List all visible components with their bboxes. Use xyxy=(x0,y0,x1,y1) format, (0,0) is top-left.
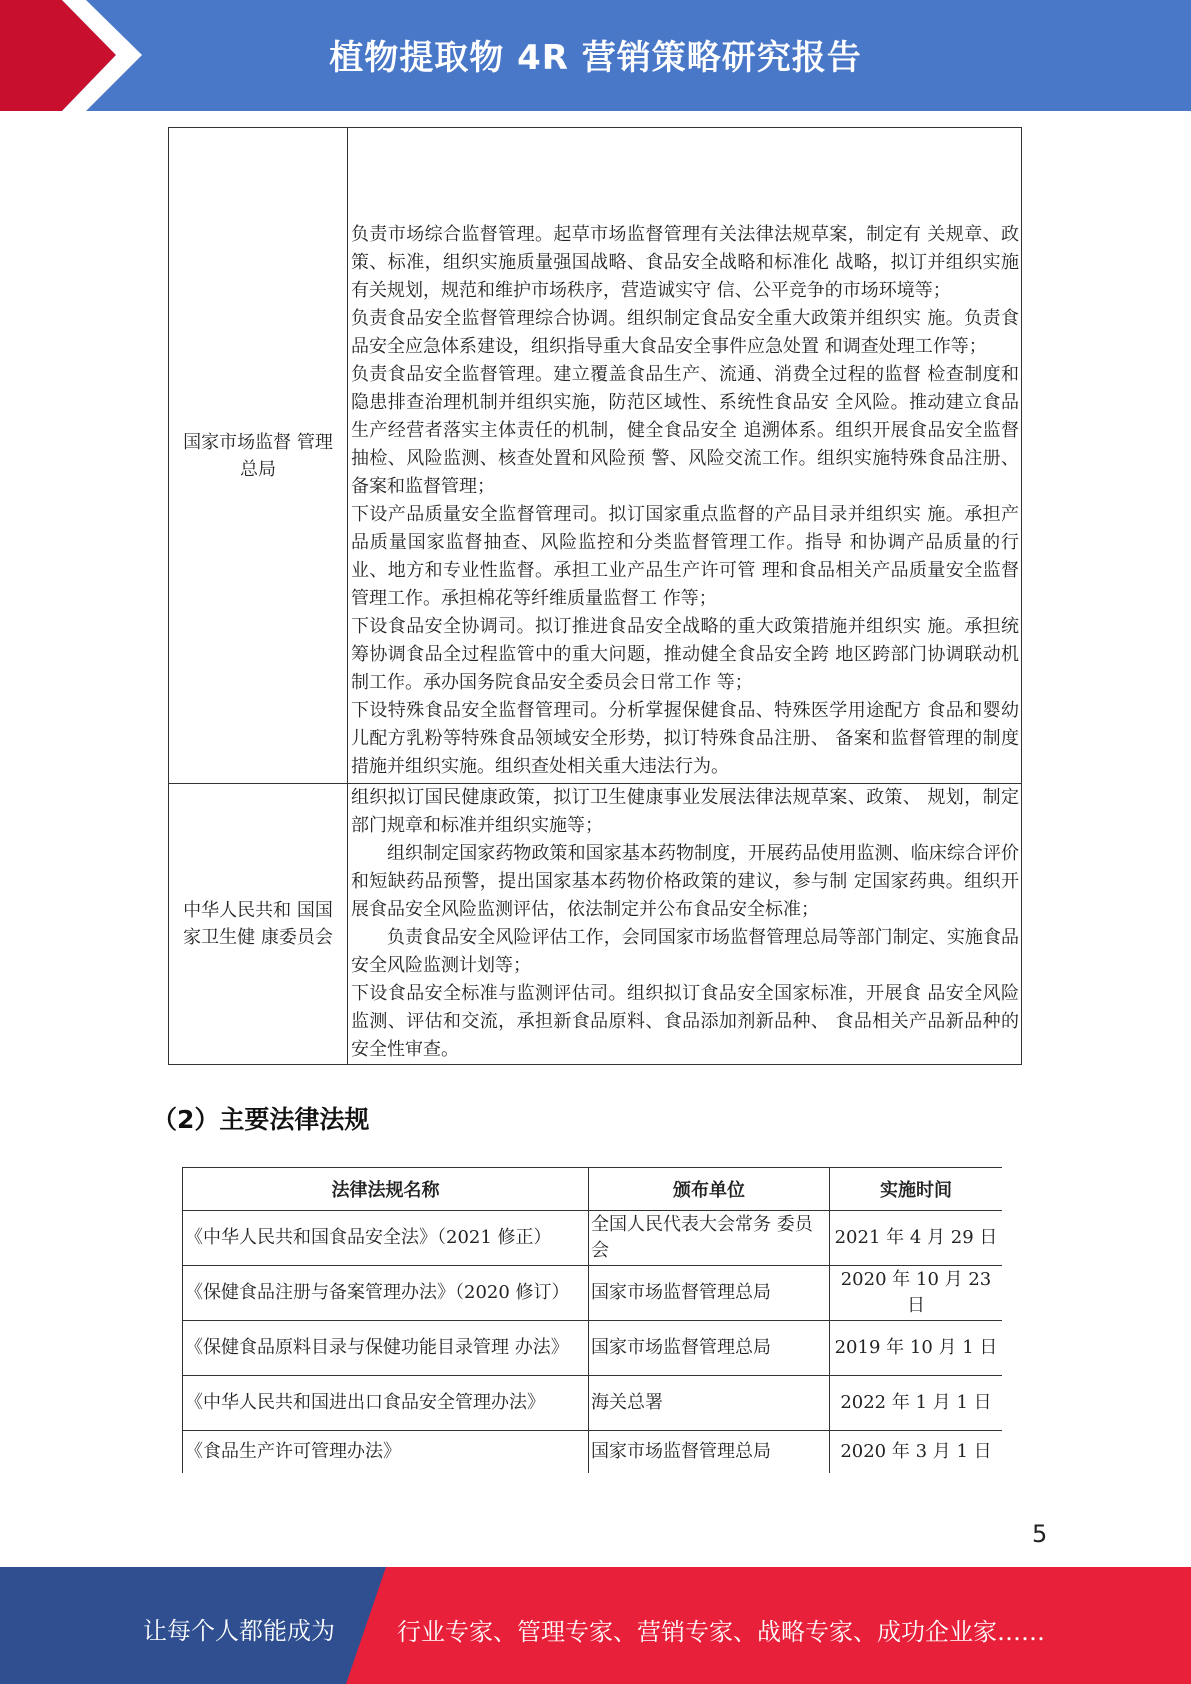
description-paragraph: 负责食品安全风险评估工作，会同国家市场监督管理总局等部门制定、实施食品安全风险监测计划等； xyxy=(351,927,1019,976)
description-paragraph: 下设特殊食品安全监督管理司。分析掌握保健食品、特殊医学用途配方 食品和婴幼儿配方乳粉等特殊食品领域安全形势，拟订特殊食品注册、 备案和监督管理的制度措施并组织实施。组织查处相关重大违法行为。 xyxy=(351,700,1019,777)
section-heading: （2）主要法律法规 xyxy=(152,1105,370,1134)
description-paragraph: 组织制定国家药物政策和国家基本药物制度，开展药品使用监测、临床综合评价和短缺药品预警，提出国家基本药物价格政策的建议，参与制 定国家药典。组织开展食品安全风险监测评估，依法制定并公布食品安全标准； xyxy=(351,843,1019,920)
law-date: 2019 年 10 月 1 日 xyxy=(830,1321,1003,1376)
law-name: 《保健食品原料目录与保健功能目录管理 办法》 xyxy=(183,1321,589,1376)
description-paragraph: 下设食品安全标准与监测评估司。组织拟订食品安全国家标准，开展食 品安全风险监测、评估和交流，承担新食品原料、食品添加剂新品种、 食品相关产品新品种的安全性审查。 xyxy=(351,983,1019,1060)
footer-slogan-left: 让每个人都能成为 xyxy=(143,1617,335,1645)
agency-table xyxy=(168,127,1022,1065)
page-number: 5 xyxy=(1032,1520,1048,1548)
laws-table xyxy=(182,1167,1002,1473)
law-date: 2022 年 1 月 1 日 xyxy=(830,1376,1003,1431)
law-date: 2021 年 4 月 29 日 xyxy=(830,1211,1003,1266)
agency-name: 国家市场监督 管理总局 xyxy=(169,128,348,784)
column-header-law-name: 法律法规名称 xyxy=(183,1168,589,1211)
table-row xyxy=(183,1266,1003,1321)
column-header-effective-date: 实施时间 xyxy=(830,1168,1003,1211)
agency-description xyxy=(348,784,1022,1065)
table-row xyxy=(183,1431,1003,1474)
law-name: 《中华人民共和国进出口食品安全管理办法》 xyxy=(183,1376,589,1431)
description-paragraph: 负责食品安全监督管理综合协调。组织制定食品安全重大政策并组织实 施。负责食品安全应急体系建设，组织指导重大食品安全事件应急处置 和调查处理工作等； xyxy=(351,308,1019,357)
law-date: 2020 年 3 月 1 日 xyxy=(830,1431,1003,1474)
description-paragraph: 下设产品质量安全监督管理司。拟订国家重点监督的产品目录并组织实 施。承担产品质量国家监督抽查、风险监控和分类监督管理工作。指导 和协调产品质量的行业、地方和专业性监督。承担工业产品生产许可管 理和食品相关产品质量安全监督管理工作。承担棉花等纤维质量监督工 作等； xyxy=(351,504,1019,609)
law-name: 《食品生产许可管理办法》 xyxy=(183,1431,589,1474)
page-title: 植物提取物 4R 营销策略研究报告 xyxy=(329,38,862,78)
table-row xyxy=(183,1321,1003,1376)
law-issuer: 全国人民代表大会常务 委员会 xyxy=(589,1211,830,1266)
description-paragraph: 负责市场综合监督管理。起草市场监督管理有关法律法规草案，制定有 关规章、政策、标准，组织实施质量强国战略、食品安全战略和标准化 战略，拟订并组织实施有关规划，规范和维护市场秩序，营造诚实守 信、公平竞争的市场环境等； xyxy=(351,224,1019,301)
table-row xyxy=(169,784,1022,1065)
footer-slogan-right: 行业专家、管理专家、营销专家、战略专家、成功企业家…… xyxy=(397,1618,1045,1646)
law-issuer: 国家市场监督管理总局 xyxy=(589,1266,830,1321)
table-row xyxy=(183,1376,1003,1431)
agency-description xyxy=(348,128,1022,784)
column-header-issuer: 颁布单位 xyxy=(589,1168,830,1211)
description-paragraph: 下设食品安全协调司。拟订推进食品安全战略的重大政策措施并组织实 施。承担统筹协调食品全过程监管中的重大问题，推动健全食品安全跨 地区跨部门协调联动机制工作。承办国务院食品安全委员会日常工作 等； xyxy=(351,616,1019,693)
header-banner xyxy=(0,0,1191,111)
table-header-row xyxy=(183,1168,1003,1211)
footer-banner xyxy=(0,1567,1191,1684)
description-paragraph: 负责食品安全监督管理。建立覆盖食品生产、流通、消费全过程的监督 检查制度和隐患排查治理机制并组织实施，防范区域性、系统性食品安 全风险。推动建立食品生产经营者落实主体责任的机制，健全食品安全 追溯体系。组织开展食品安全监督抽检、风险监测、核查处置和风险预 警、风险交流工作。组织实施特殊食品注册、备案和监督管理； xyxy=(351,364,1019,497)
law-name: 《中华人民共和国食品安全法》（2021 修正） xyxy=(183,1211,589,1266)
law-issuer: 国家市场监督管理总局 xyxy=(589,1431,830,1474)
description-paragraph: 组织拟订国民健康政策，拟订卫生健康事业发展法律法规草案、政策、 规划，制定部门规章和标准并组织实施等； xyxy=(351,787,1019,836)
table-row xyxy=(183,1211,1003,1266)
table-row xyxy=(169,128,1022,784)
law-issuer: 国家市场监督管理总局 xyxy=(589,1321,830,1376)
law-issuer: 海关总署 xyxy=(589,1376,830,1431)
law-name: 《保健食品注册与备案管理办法》（2020 修订） xyxy=(183,1266,589,1321)
law-date: 2020 年 10 月 23 日 xyxy=(830,1266,1003,1321)
agency-name: 中华人民共和 国国家卫生健 康委员会 xyxy=(169,784,348,1065)
